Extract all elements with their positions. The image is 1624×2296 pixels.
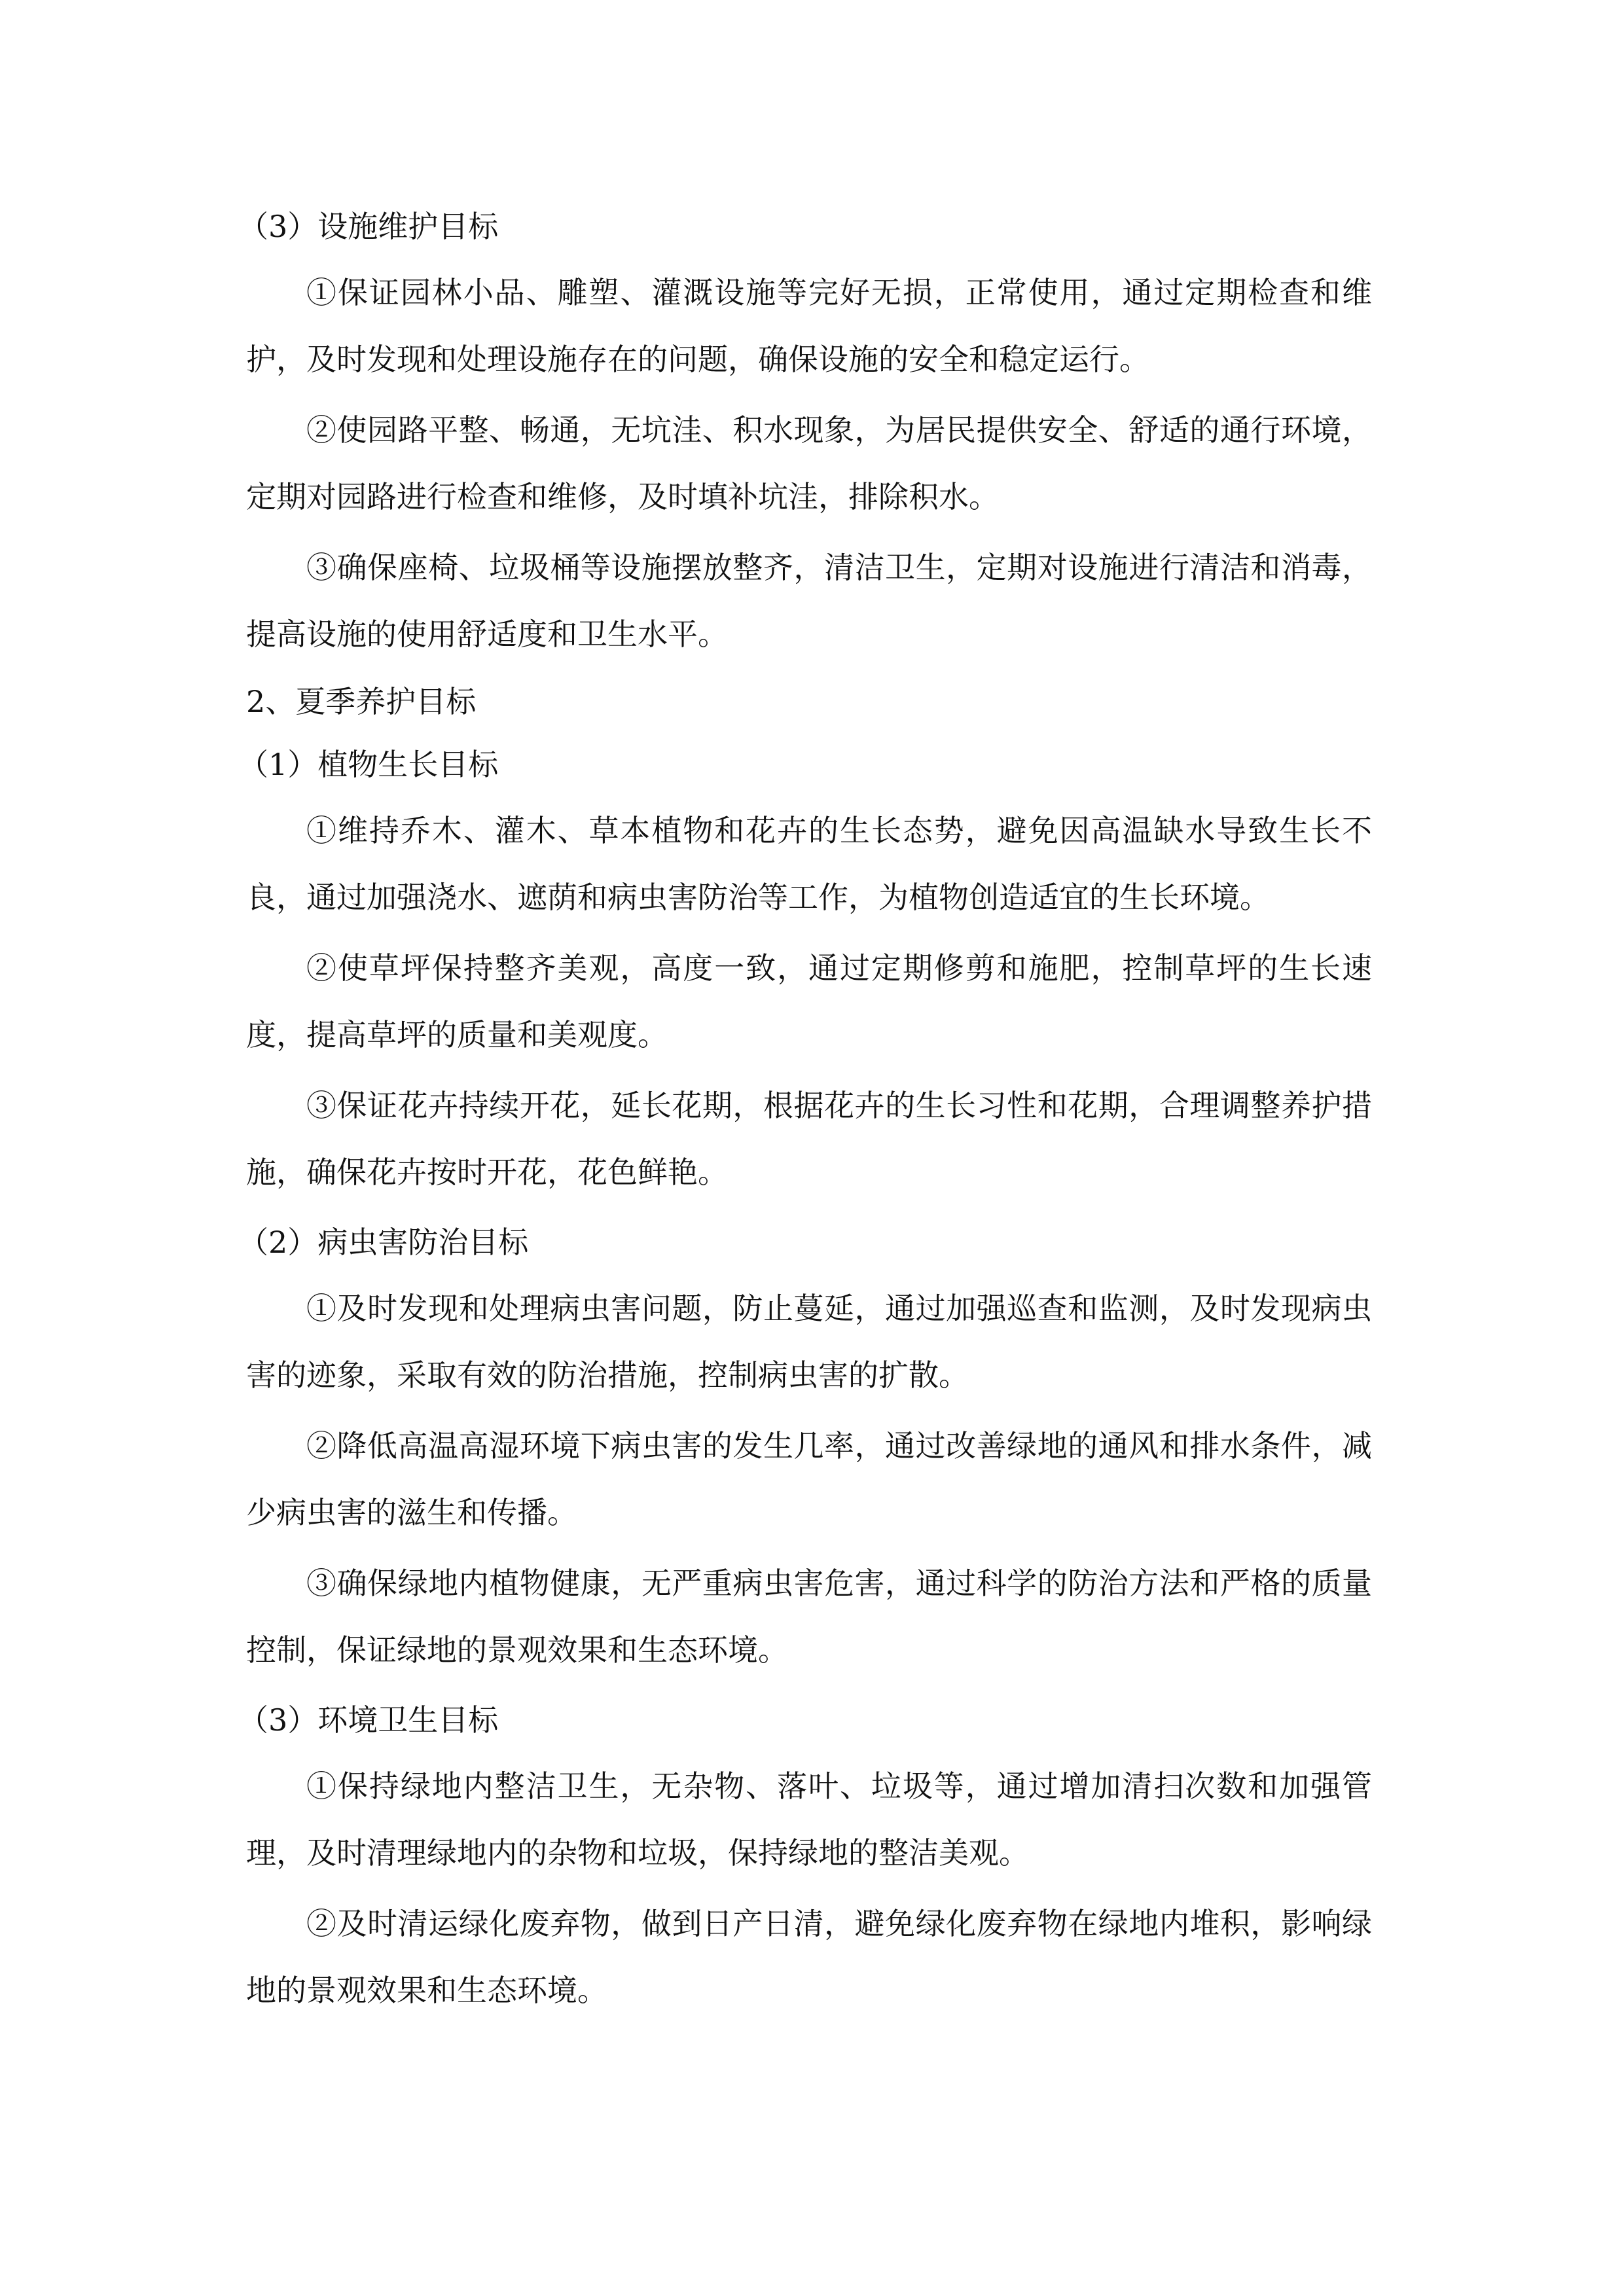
paragraph-hygiene-2: ②及时清运绿化废弃物，做到日产日清，避免绿化废弃物在绿地内堆积，影响绿地的景观效果和生态环境。 bbox=[246, 1906, 1372, 2008]
paragraph-plant-1: ①维持乔木、灌木、草本植物和花卉的生长态势，避免因高温缺水导致生长不良，通过加强浇水、遮荫和病虫害防治等工作，为植物创造适宜的生长环境。 bbox=[246, 813, 1372, 915]
paragraph-facility-3: ③确保座椅、垃圾桶等设施摆放整齐，清洁卫生，定期对设施进行清洁和消毒，提高设施的使用舒适度和卫生水平。 bbox=[246, 550, 1372, 652]
section-heading-plant-growth: （1）植物生长目标 bbox=[238, 747, 499, 782]
paragraph-pest-1: ①及时发现和处理病虫害问题，防止蔓延，通过加强巡查和监测，及时发现病虫害的迹象，采取有效的防治措施，控制病虫害的扩散。 bbox=[246, 1291, 1372, 1393]
paragraph-pest-3: ③确保绿地内植物健康，无严重病虫害危害，通过科学的防治方法和严格的质量控制，保证绿地的景观效果和生态环境。 bbox=[246, 1566, 1372, 1668]
paragraph-facility-1: ①保证园林小品、雕塑、灌溉设施等完好无损，正常使用，通过定期检查和维护，及时发现和处理设施存在的问题，确保设施的安全和稳定运行。 bbox=[246, 275, 1372, 377]
paragraph-facility-2: ②使园路平整、畅通，无坑洼、积水现象，为居民提供安全、舒适的通行环境，定期对园路进行检查和维修，及时填补坑洼，排除积水。 bbox=[246, 412, 1372, 514]
document-body bbox=[238, 194, 1372, 2028]
paragraph-plant-2: ②使草坪保持整齐美观，高度一致，通过定期修剪和施肥，控制草坪的生长速度，提高草坪的质量和美观度。 bbox=[246, 950, 1372, 1052]
section-heading-summer-maintenance: 2、夏季养护目标 bbox=[246, 684, 477, 719]
paragraph-pest-2: ②降低高温高湿环境下病虫害的发生几率，通过改善绿地的通风和排水条件，减少病虫害的滋生和传播。 bbox=[246, 1428, 1372, 1530]
section-heading-environmental-hygiene: （3）环境卫生目标 bbox=[238, 1702, 499, 1738]
paragraph-plant-3: ③保证花卉持续开花，延长花期，根据花卉的生长习性和花期，合理调整养护措施，确保花卉按时开花，花色鲜艳。 bbox=[246, 1088, 1372, 1190]
section-heading-facility-maintenance: （3）设施维护目标 bbox=[238, 209, 499, 244]
section-heading-pest-control: （2）病虫害防治目标 bbox=[238, 1225, 529, 1260]
paragraph-hygiene-1: ①保持绿地内整洁卫生，无杂物、落叶、垃圾等，通过增加清扫次数和加强管理，及时清理绿地内的杂物和垃圾，保持绿地的整洁美观。 bbox=[246, 1768, 1372, 1871]
